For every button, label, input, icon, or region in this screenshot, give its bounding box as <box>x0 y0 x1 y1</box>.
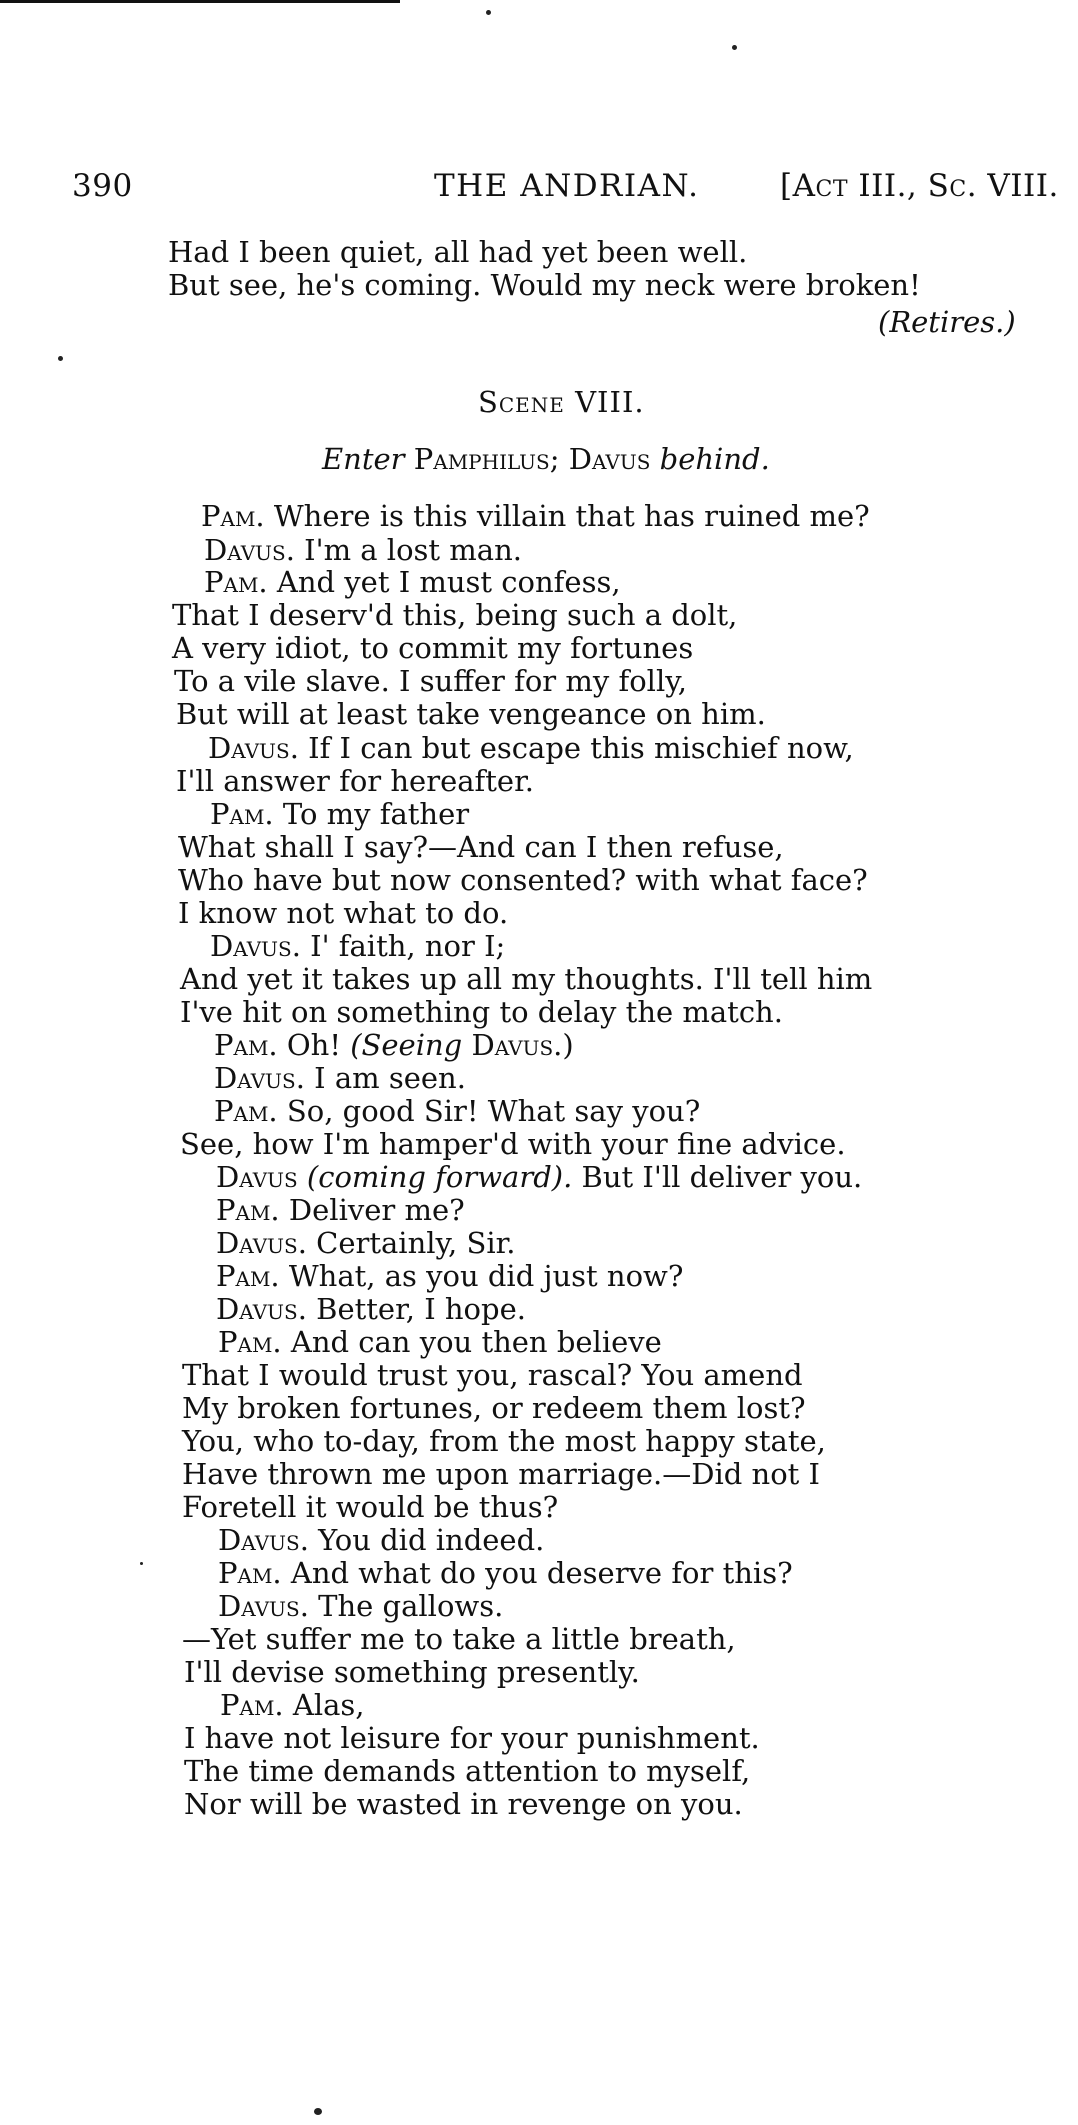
line-text: I have not leisure for your punishment. <box>184 1721 760 1755</box>
speech-line <box>214 1094 701 1128</box>
line-text: What shall I say?—And can I then refuse, <box>178 830 784 864</box>
line-text: I've hit on something to delay the match. <box>180 995 783 1029</box>
line-text: What, as you did just now? <box>288 1259 684 1293</box>
verse-line <box>182 1424 826 1458</box>
speech-line <box>218 1589 504 1623</box>
speaker-name: Pam. <box>214 1028 278 1062</box>
speaker-name: Davus <box>216 1160 298 1194</box>
speck <box>140 1562 143 1565</box>
verse-line <box>172 598 738 632</box>
line-text: I'll devise something presently. <box>184 1655 640 1689</box>
line-text: To a vile slave. I suffer for my folly, <box>174 664 687 698</box>
speech-line <box>220 1688 365 1722</box>
stage-direction: (coming forward). <box>306 1160 573 1194</box>
speaker-name: Davus. <box>218 1523 309 1557</box>
speech-line <box>216 1259 684 1293</box>
line-text: Have thrown me upon marriage.—Did not I <box>182 1457 820 1491</box>
stage-direction: (Retires.) <box>878 305 1016 339</box>
line-text: Who have but now consented? with what face? <box>178 863 868 897</box>
line-text: Certainly, Sir. <box>316 1226 516 1260</box>
verse-line <box>184 1655 640 1689</box>
line-text: And yet I must confess, <box>276 565 621 599</box>
verse-line <box>184 1754 751 1788</box>
speaker-name: Davus. <box>204 533 295 567</box>
line-text: See, how I'm hamper'd with your fine advice. <box>180 1127 846 1161</box>
speech-line <box>214 1028 574 1062</box>
speech-line <box>216 1193 465 1227</box>
verse-line <box>180 995 783 1029</box>
speaker-name: Pam. <box>204 565 268 599</box>
line-text: My broken fortunes, or redeem them lost? <box>182 1391 806 1425</box>
stage-direction: (Seeing <box>350 1028 463 1062</box>
line-text: That I would trust you, rascal? You amend <box>182 1358 803 1392</box>
line-text: The time demands attention to myself, <box>184 1754 751 1788</box>
speck <box>486 10 491 15</box>
speech-line <box>216 1226 516 1260</box>
speaker-name: Pam. <box>210 797 274 831</box>
verse-line <box>180 962 873 996</box>
speech-line <box>216 1160 863 1194</box>
line-text: I know not what to do. <box>178 896 509 930</box>
verse-line <box>172 631 694 665</box>
line-text: Nor will be wasted in revenge on you. <box>184 1787 743 1821</box>
line-text: Better, I hope. <box>316 1292 526 1326</box>
speech-line <box>201 499 870 533</box>
page-number: 390 <box>72 168 133 204</box>
speech-line <box>218 1523 545 1557</box>
speaker-name: Pam. <box>218 1325 282 1359</box>
line-text: And can you then believe <box>290 1325 662 1359</box>
line-text: To my father <box>282 797 470 831</box>
speaker-name: Davus. <box>214 1061 305 1095</box>
speaker-name: Davus. <box>216 1292 307 1326</box>
line-text: If I can but escape this mischief now, <box>308 731 854 765</box>
enter-word: Enter <box>322 442 405 476</box>
line-text: Oh! <box>286 1028 341 1062</box>
speaker-name: Pam. <box>214 1094 278 1128</box>
speech-line <box>218 1325 662 1359</box>
line-text: That I deserv'd this, being such a dolt, <box>172 598 738 632</box>
speech-line <box>204 533 522 567</box>
line-text: The gallows. <box>318 1589 504 1623</box>
line-text: So, good Sir! What say you? <box>286 1094 701 1128</box>
character-name: Davus.) <box>471 1028 574 1062</box>
verse-line <box>176 764 534 798</box>
speaker-name: Davus. <box>210 929 301 963</box>
line-text: I'll answer for hereafter. <box>176 764 534 798</box>
line-text: But I'll deliver you. <box>581 1160 863 1194</box>
top-rule <box>0 0 400 3</box>
speck <box>314 2108 322 2115</box>
verse-line <box>182 1358 803 1392</box>
verse-line <box>182 1391 806 1425</box>
speech-line <box>216 1292 526 1326</box>
speaker-name: Pam. <box>218 1556 282 1590</box>
line-text: Foretell it would be thus? <box>182 1490 559 1524</box>
verse-line <box>182 1457 820 1491</box>
line-text: But will at least take vengeance on him. <box>176 697 766 731</box>
speaker-name: Davus. <box>218 1589 309 1623</box>
speaker-name: Pam. <box>216 1193 280 1227</box>
speech-line <box>214 1061 466 1095</box>
entrance-direction <box>322 442 770 476</box>
behind-word: behind. <box>659 442 770 476</box>
line-text: And what do you deserve for this? <box>290 1556 793 1590</box>
line-text: You, who to-day, from the most happy state, <box>182 1424 826 1458</box>
running-title: THE ANDRIAN. <box>434 168 700 204</box>
line-text: You did indeed. <box>318 1523 545 1557</box>
speech-line <box>208 731 854 765</box>
verse-line <box>180 1127 846 1161</box>
line-text: A very idiot, to commit my fortunes <box>172 631 694 665</box>
speech-line <box>204 565 621 599</box>
speech-line <box>210 929 506 963</box>
line-text: —Yet suffer me to take a little breath, <box>182 1622 736 1656</box>
separator: ; <box>549 442 569 476</box>
speech-line <box>218 1556 793 1590</box>
line-text: Where is this villain that has ruined me? <box>273 499 870 533</box>
line-text: I am seen. <box>314 1061 466 1095</box>
character-name: Davus <box>568 442 651 476</box>
verse-line <box>178 830 784 864</box>
verse-line <box>184 1787 743 1821</box>
verse-line: Had I been quiet, all had yet been well. <box>168 235 748 269</box>
verse-line <box>182 1622 736 1656</box>
scene-title: Scene VIII. <box>478 385 645 419</box>
line-text: Alas, <box>292 1688 365 1722</box>
speaker-name: Pam. <box>220 1688 284 1722</box>
verse-line <box>184 1721 760 1755</box>
speaker-name: Pam. <box>216 1259 280 1293</box>
verse-line <box>178 863 868 897</box>
verse-line <box>176 697 766 731</box>
line-text: I'm a lost man. <box>304 533 522 567</box>
speaker-name: Davus. <box>216 1226 307 1260</box>
line-text: Deliver me? <box>288 1193 465 1227</box>
speech-line <box>210 797 470 831</box>
speck <box>732 45 737 50</box>
speck <box>58 356 63 361</box>
verse-line <box>178 896 509 930</box>
verse-line <box>182 1490 559 1524</box>
verse-line <box>174 664 687 698</box>
section-label: [Act III., Sc. VIII. <box>780 168 1059 204</box>
speaker-name: Pam. <box>201 499 265 533</box>
line-text: And yet it takes up all my thoughts. I'll tell him <box>180 962 873 996</box>
line-text: I' faith, nor I; <box>310 929 506 963</box>
speaker-name: Davus. <box>208 731 299 765</box>
verse-line: But see, he's coming. Would my neck were broken! <box>168 268 921 302</box>
character-name: Pamphilus <box>413 442 550 476</box>
